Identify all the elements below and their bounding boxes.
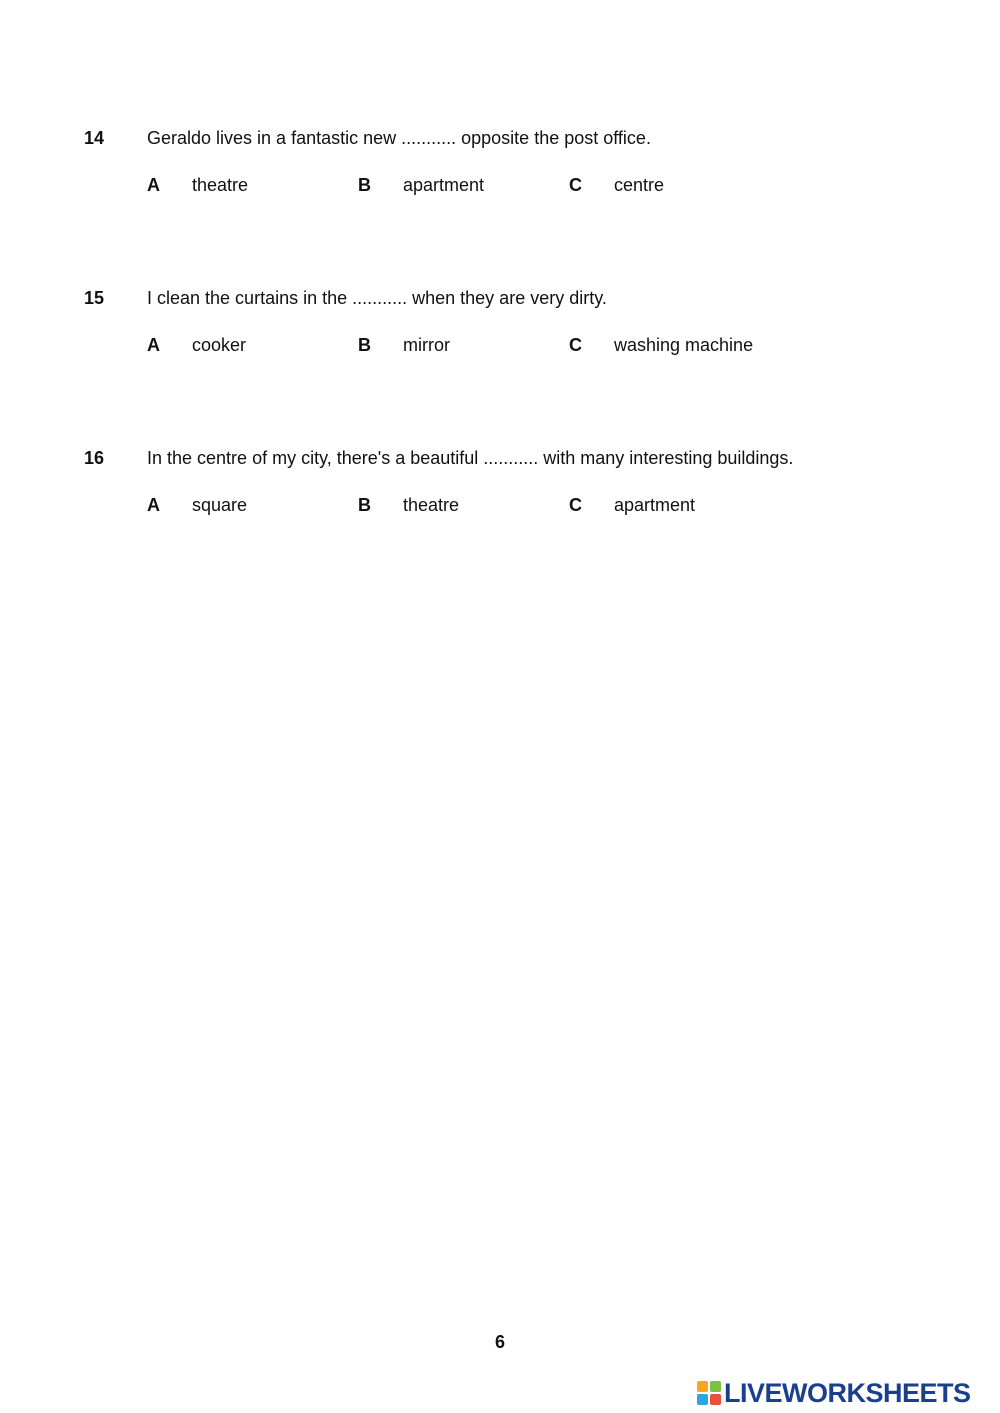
option-text: apartment	[614, 495, 696, 515]
option-text: theatre	[192, 175, 249, 195]
option-text: centre	[614, 175, 665, 195]
logo-square	[697, 1394, 708, 1405]
option-letter: A	[147, 335, 160, 355]
liveworksheets-brand[interactable]	[697, 1378, 971, 1408]
question-number: 15	[84, 288, 105, 308]
option-text: theatre	[403, 495, 460, 515]
question-number: 16	[84, 448, 105, 468]
logo-square	[697, 1381, 708, 1392]
option-letter: C	[569, 175, 582, 195]
option-text: cooker	[192, 335, 247, 355]
liveworksheets-logo-icon	[697, 1381, 721, 1405]
option-letter: C	[569, 335, 582, 355]
question-number: 14	[84, 128, 105, 148]
option-text: mirror	[403, 335, 450, 355]
question-text: Geraldo lives in a fantastic new ........... opposite the post office.	[147, 128, 651, 148]
brand-name: LIVEWORKSHEETS	[724, 1378, 971, 1408]
option-letter: B	[358, 335, 371, 355]
page-number: 6	[494, 1332, 505, 1352]
option-letter: B	[358, 175, 371, 195]
option-text: apartment	[403, 175, 485, 195]
question-text: In the centre of my city, there's a beautiful ........... with many interesting buildings.	[147, 448, 794, 468]
option-letter: A	[147, 495, 160, 515]
option-text: square	[192, 495, 248, 515]
question-text: I clean the curtains in the ........... when they are very dirty.	[147, 288, 607, 308]
option-letter: A	[147, 175, 160, 195]
option-text: washing machine	[614, 335, 754, 355]
logo-square	[710, 1381, 721, 1392]
option-letter: B	[358, 495, 371, 515]
option-letter: C	[569, 495, 582, 515]
logo-square	[710, 1394, 721, 1405]
